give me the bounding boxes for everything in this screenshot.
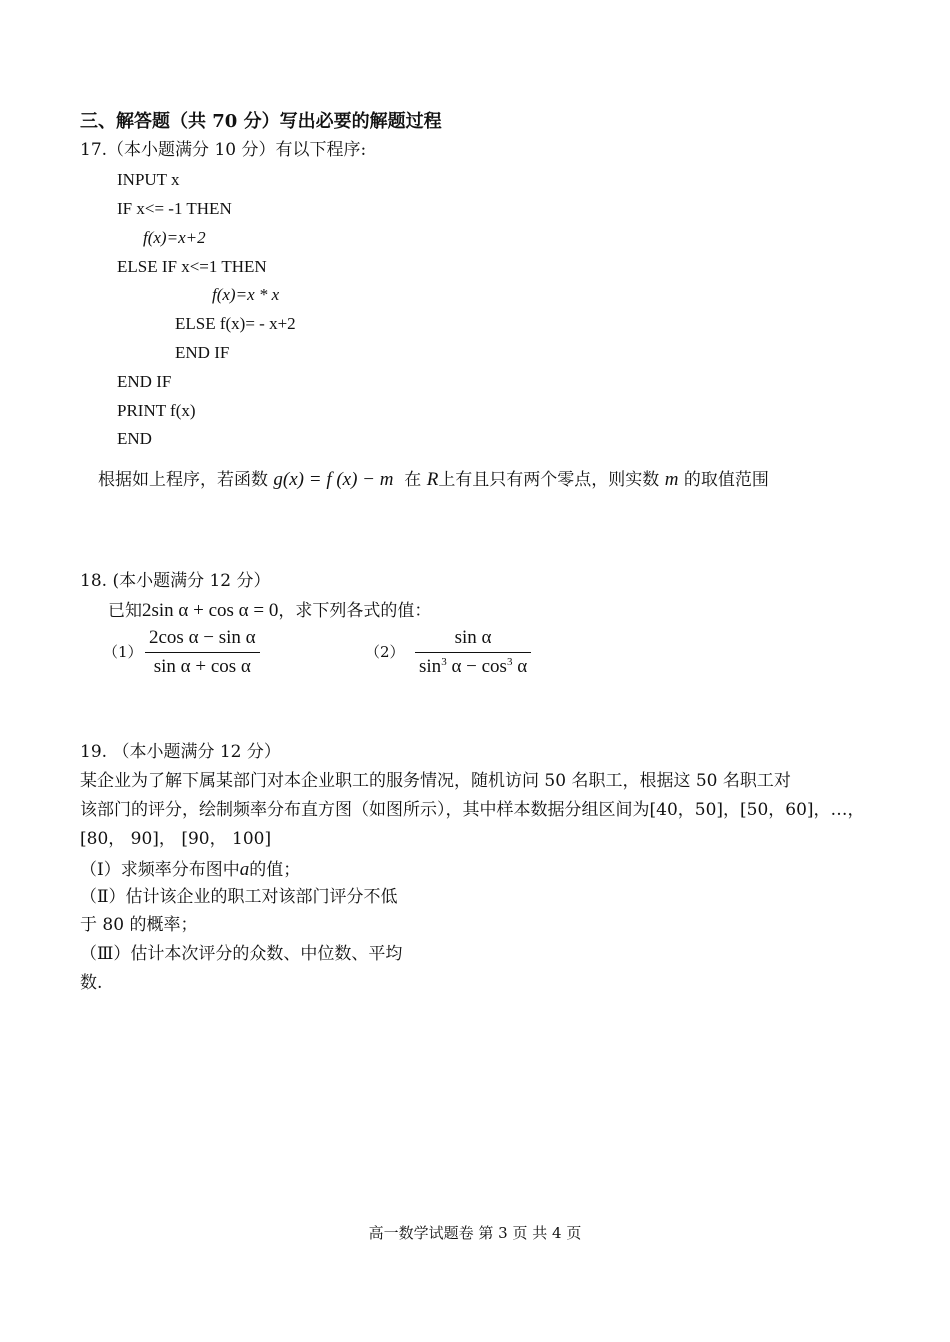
- q17-question-text: 的取值范围: [683, 470, 769, 490]
- q18-given-equation: 2sin α + cos α = 0: [142, 600, 279, 621]
- fraction-bar: [415, 652, 531, 653]
- q18-given-text: 已知: [108, 601, 142, 621]
- q19-sub1: [80, 860, 300, 879]
- denominator-part: α: [512, 656, 528, 677]
- q18-part1-label: （1）: [103, 643, 143, 661]
- q17-var-r: R: [426, 469, 439, 490]
- fraction-numerator: 2cos α − sin α: [149, 627, 256, 648]
- q19-sub2: （Ⅱ）估计该企业的职工对该部门评分不低: [80, 887, 398, 907]
- exponent: 3: [506, 656, 513, 668]
- q19-text-line: 该部门的评分，绘制频率分布直方图（如图所示），其中样本数据分组区间为[40，50]，[50，60]，…，: [80, 800, 865, 820]
- q19-sub1-text: 的值；: [249, 860, 301, 880]
- code-line: END IF: [175, 343, 230, 362]
- q18-given: [108, 601, 431, 620]
- fraction-bar: [145, 652, 260, 653]
- q17-question: [98, 470, 769, 489]
- q19-sub3-cont: 数.: [80, 973, 103, 993]
- code-line: END: [117, 429, 152, 448]
- code-line: ELSE f(x)= - x+2: [175, 314, 296, 333]
- denominator-part: sin: [419, 656, 442, 677]
- code-line: ELSE IF x<=1 THEN: [117, 257, 267, 276]
- code-line: PRINT f(x): [117, 401, 196, 420]
- q19-var-a: a: [239, 859, 250, 880]
- q17-question-text: 根据如上程序，若函数: [98, 470, 268, 490]
- exponent: 3: [441, 656, 447, 668]
- q18-given-text: ，求下列各式的值：: [278, 601, 432, 621]
- q18-part1-fraction: [145, 627, 260, 678]
- fraction-numerator: sin α: [454, 627, 492, 648]
- q17-function: g(x) = f (x) − m: [273, 469, 394, 490]
- q19-sub3: （Ⅲ）估计本次评分的众数、中位数、平均: [80, 944, 403, 964]
- q19-sub2-cont: 于 80 的概率；: [80, 915, 198, 935]
- q18-header: 18. (本小题满分 12 分）: [80, 571, 271, 591]
- code-line: f(x)=x * x: [212, 285, 280, 304]
- q19-text-line: 某企业为了解下属某部门对本企业职工的服务情况，随机访问 50 名职工，根据这 50 名职工对: [80, 771, 791, 791]
- q17-var-m: m: [664, 469, 679, 490]
- q19-header: 19. （本小题满分 12 分）: [80, 742, 281, 762]
- code-line: IF x<= -1 THEN: [117, 199, 232, 218]
- fraction-denominator: sin α + cos α: [153, 656, 251, 677]
- code-line: INPUT x: [117, 170, 180, 189]
- code-line: f(x)=x+2: [143, 228, 206, 247]
- fraction-denominator: [415, 656, 531, 678]
- q17-header: 17.（本小题满分 10 分）有以下程序:: [80, 140, 367, 160]
- denominator-part: α − cos: [446, 656, 507, 677]
- q19-sub1-text: （Ⅰ）求频率分布图中: [80, 860, 240, 880]
- code-line: END IF: [117, 372, 172, 391]
- page-footer: 高一数学试题卷 第 3 页 共 4 页: [368, 1224, 582, 1242]
- q17-question-text: 上有且只有两个零点，则实数: [438, 470, 660, 490]
- q17-question-text: 在: [404, 470, 422, 490]
- section-title: 三、解答题（共 70 分）写出必要的解题过程: [80, 111, 442, 132]
- q18-part2-fraction: [415, 627, 531, 678]
- q18-part2-label: （2）: [365, 643, 405, 661]
- q19-text-line: [80， 90]， [90， 100]: [80, 829, 272, 849]
